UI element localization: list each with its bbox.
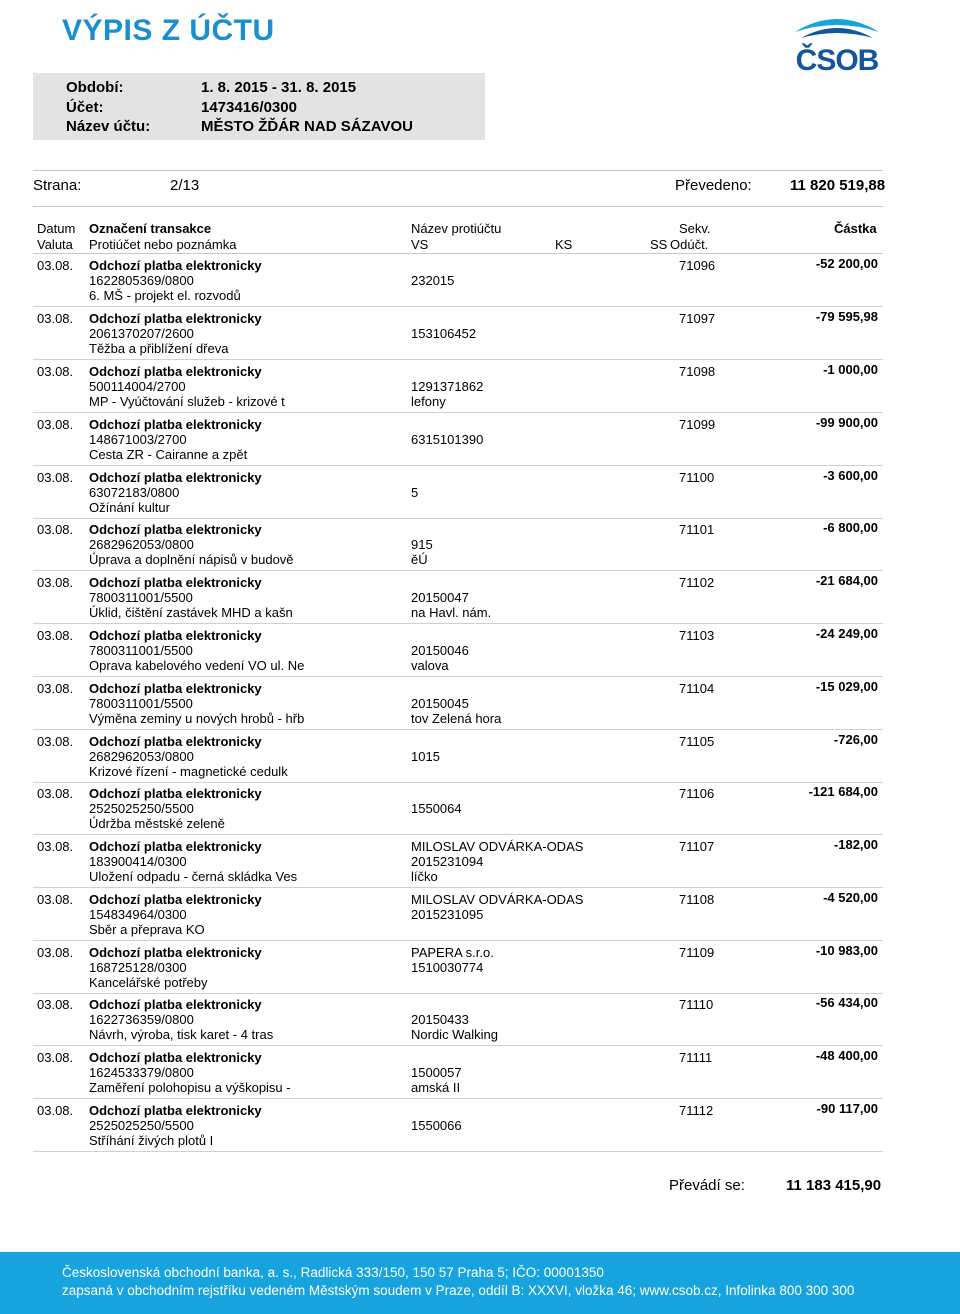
row-type: Odchozí platba elektronicky: [89, 364, 262, 379]
row-type: Odchozí platba elektronicky: [89, 734, 262, 749]
row-type: Odchozí platba elektronicky: [89, 1103, 262, 1118]
row-note: Cesta ZR - Cairanne a zpět: [89, 447, 248, 462]
col-oducet: Odúčt.: [670, 237, 709, 252]
row-sequence: 71098: [679, 364, 716, 379]
row-note: Zaměření polohopisu a výškopisu -: [89, 1080, 291, 1095]
row-vs: 2015231094: [411, 854, 484, 869]
row-amount: -90 117,00: [816, 1101, 878, 1116]
row-amount: -3 600,00: [823, 468, 878, 483]
row-date: 03.08.: [37, 1103, 74, 1118]
row-date: 03.08.: [37, 892, 74, 907]
row-divider: [33, 412, 883, 413]
row-date: 03.08.: [37, 311, 74, 326]
row-type: Odchozí platba elektronicky: [89, 522, 262, 537]
row-vs-cont: ěÚ: [411, 552, 428, 567]
row-type: Odchozí platba elektronicky: [89, 628, 262, 643]
row-sequence: 71102: [679, 575, 715, 590]
row-counter-account: 148671003/2700: [89, 432, 187, 447]
col-nazev: Název protiúčtu: [411, 221, 502, 236]
row-amount: -4 520,00: [823, 890, 878, 905]
row-vs: 1550064: [411, 801, 462, 816]
row-amount: -726,00: [833, 732, 878, 747]
row-note: Ožínání kultur: [89, 500, 170, 515]
col-oznaceni: Označení transakce: [89, 221, 212, 236]
row-divider: [33, 993, 883, 994]
table-row: [0, 417, 960, 469]
footer-line-2: zapsaná v obchodním rejstříku vedeném Městským soudem v Praze, oddíl B: XXXVI, vložka 46; www.csob.cz, Infolinka 800 300 300: [62, 1283, 855, 1298]
row-sequence: 71101: [679, 522, 715, 537]
row-counter-account: 1622805369/0800: [89, 273, 194, 288]
row-type: Odchozí platba elektronicky: [89, 945, 262, 960]
table-row: [0, 892, 960, 944]
row-vs-cont: Nordic Walking: [411, 1027, 498, 1042]
row-vs-cont: tov Zelená hora: [411, 711, 502, 726]
row-divider: [33, 834, 883, 835]
row-amount: -182,00: [833, 837, 878, 852]
row-note: MP - Vyúčtování služeb - krizové t: [89, 394, 285, 409]
row-amount: -1 000,00: [823, 362, 878, 377]
col-valuta: Valuta: [37, 237, 73, 252]
row-type: Odchozí platba elektronicky: [89, 786, 262, 801]
row-note: Těžba a přiblížení dřeva: [89, 341, 229, 356]
account-label: Účet:: [66, 99, 104, 116]
table-row: [0, 311, 960, 363]
row-date: 03.08.: [37, 470, 74, 485]
row-note: Oprava kabelového vedení VO ul. Ne: [89, 658, 305, 673]
row-amount: -48 400,00: [815, 1048, 878, 1063]
row-vs: 20150047: [411, 590, 469, 605]
row-counter-account: 2682962053/0800: [89, 537, 194, 552]
carry-over-label: Převádí se:: [669, 1177, 745, 1194]
row-vs-cont: na Havl. nám.: [411, 605, 492, 620]
row-date: 03.08.: [37, 786, 74, 801]
row-type: Odchozí platba elektronicky: [89, 258, 262, 273]
row-counter-account: 183900414/0300: [89, 854, 187, 869]
row-note: Uložení odpadu - černá skládka Ves: [89, 869, 298, 884]
row-sequence: 71112: [679, 1103, 714, 1118]
row-vs: 6315101390: [411, 432, 484, 447]
table-row: [0, 522, 960, 574]
row-counter-account: 7800311001/5500: [89, 590, 193, 605]
row-sequence: 71106: [679, 786, 715, 801]
page-label: Strana:: [33, 177, 82, 194]
row-counter-account: 168725128/0300: [89, 960, 187, 975]
row-note: Sběr a přeprava KO: [89, 922, 205, 937]
footer-line-1: Československá obchodní banka, a. s., Radlická 333/150, 150 57 Praha 5; IČO: 00001350: [62, 1265, 604, 1280]
row-divider: [33, 676, 883, 677]
row-amount: -79 595,98: [815, 309, 878, 324]
row-divider: [33, 940, 883, 941]
row-amount: -21 684,00: [815, 573, 878, 588]
row-amount: -56 434,00: [815, 995, 878, 1010]
bank-footer: [0, 1252, 960, 1314]
row-divider: [33, 623, 883, 624]
row-sequence: 71110: [679, 997, 714, 1012]
row-note: Úklid, čištění zastávek MHD a kašn: [89, 605, 293, 620]
row-sequence: 71103: [679, 628, 715, 643]
row-type: Odchozí platba elektronicky: [89, 311, 262, 326]
table-row: [0, 628, 960, 680]
row-divider: [33, 1151, 883, 1152]
row-vs-cont: valova: [411, 658, 449, 673]
period-value: 1. 8. 2015 - 31. 8. 2015: [201, 79, 357, 96]
row-vs: 1015: [411, 749, 440, 764]
row-note: Údržba městské zeleně: [89, 816, 225, 831]
row-type: Odchozí platba elektronicky: [89, 839, 262, 854]
row-date: 03.08.: [37, 258, 74, 273]
row-type: Odchozí platba elektronicky: [89, 470, 262, 485]
col-protiucet: Protiúčet nebo poznámka: [89, 237, 237, 252]
row-divider: [33, 1045, 883, 1046]
row-counter-account: 2525025250/5500: [89, 801, 194, 816]
row-sequence: 71096: [679, 258, 716, 273]
carry-over-value: 11 183 415,90: [786, 1177, 882, 1194]
row-vs-cont: lefony: [411, 394, 446, 409]
row-divider: [33, 518, 883, 519]
row-amount: -6 800,00: [823, 520, 878, 535]
row-divider: [33, 359, 883, 360]
row-note: Kancelářské potřeby: [89, 975, 208, 990]
row-type: Odchozí platba elektronicky: [89, 1050, 262, 1065]
row-date: 03.08.: [37, 681, 74, 696]
row-sequence: 71107: [679, 839, 715, 854]
row-divider: [33, 887, 883, 888]
row-type: Odchozí platba elektronicky: [89, 997, 262, 1012]
col-ks: KS: [555, 237, 573, 252]
row-divider: [33, 729, 883, 730]
row-amount: -121 684,00: [808, 784, 878, 799]
row-counter-account: 2682962053/0800: [89, 749, 194, 764]
row-type: Odchozí platba elektronicky: [89, 892, 262, 907]
col-vs: VS: [411, 237, 429, 252]
account-name-value: MĚSTO ŽĎÁR NAD SÁZAVOU: [201, 118, 413, 135]
row-counter-account: 154834964/0300: [89, 907, 187, 922]
row-date: 03.08.: [37, 575, 74, 590]
row-vs: 20150045: [411, 696, 469, 711]
row-vs: 1291371862: [411, 379, 484, 394]
row-vs: 232015: [411, 273, 455, 288]
row-date: 03.08.: [37, 734, 74, 749]
row-counter-account: 7800311001/5500: [89, 643, 193, 658]
row-date: 03.08.: [37, 1050, 74, 1065]
row-vs: 915: [411, 537, 433, 552]
row-note: 6. MŠ - projekt el. rozvodů: [89, 288, 241, 303]
row-divider: [33, 782, 883, 783]
row-note: Krizové řízení - magnetické cedulk: [89, 764, 288, 779]
row-counter-account: 7800311001/5500: [89, 696, 193, 711]
table-row: [0, 734, 960, 786]
account-value: 1473416/0300: [201, 99, 297, 116]
row-amount: -99 900,00: [815, 415, 878, 430]
row-date: 03.08.: [37, 522, 74, 537]
row-sequence: 71100: [679, 470, 715, 485]
logo-wordmark: ČSOB: [795, 44, 879, 77]
row-sequence: 71097: [679, 311, 716, 326]
row-type: Odchozí platba elektronicky: [89, 417, 262, 432]
row-vs: 1510030774: [411, 960, 484, 975]
row-sequence: 71105: [679, 734, 715, 749]
row-counter-name: MILOSLAV ODVÁRKA-ODAS: [411, 839, 584, 854]
row-note: Výměna zeminy u nových hrobů - hřb: [89, 711, 305, 726]
row-date: 03.08.: [37, 364, 74, 379]
page-number: 2/13: [170, 177, 200, 194]
col-datum: Datum: [37, 221, 76, 236]
row-counter-account: 2061370207/2600: [89, 326, 194, 341]
row-divider: [33, 1098, 883, 1099]
row-date: 03.08.: [37, 417, 74, 432]
row-date: 03.08.: [37, 628, 74, 643]
row-sequence: 71111: [679, 1050, 713, 1065]
table-row: [0, 1050, 960, 1102]
table-row: [0, 364, 960, 416]
table-row: [0, 1103, 960, 1155]
row-divider: [33, 570, 883, 571]
row-counter-account: 500114004/2700: [89, 379, 186, 394]
row-sequence: 71108: [679, 892, 715, 907]
row-divider: [33, 465, 883, 466]
transferred-value: 11 820 519,88: [790, 177, 886, 194]
row-divider: [33, 306, 883, 307]
table-row: [0, 945, 960, 997]
col-sekv: Sekv.: [679, 221, 711, 236]
row-amount: -15 029,00: [815, 679, 878, 694]
row-date: 03.08.: [37, 839, 74, 854]
csob-logo: [787, 10, 887, 80]
table-row: [0, 786, 960, 838]
divider: [33, 206, 883, 207]
col-ss: SS: [650, 237, 668, 252]
row-date: 03.08.: [37, 945, 74, 960]
row-vs: 1550066: [411, 1118, 462, 1133]
row-vs: 20150046: [411, 643, 469, 658]
row-note: Úprava a doplnění nápisů v budově: [89, 552, 294, 567]
row-amount: -10 983,00: [815, 943, 878, 958]
row-amount: -52 200,00: [815, 256, 878, 271]
row-vs: 2015231095: [411, 907, 484, 922]
table-row: [0, 575, 960, 627]
statement-title: VÝPIS Z ÚČTU: [62, 14, 275, 47]
account-name-label: Název účtu:: [66, 118, 151, 135]
divider: [33, 253, 883, 254]
row-vs-cont: amská II: [411, 1080, 461, 1095]
row-amount: -24 249,00: [815, 626, 878, 641]
csob-logo-mark-icon: [787, 10, 887, 46]
row-date: 03.08.: [37, 997, 74, 1012]
row-vs: 1500057: [411, 1065, 462, 1080]
table-row: [0, 839, 960, 891]
row-type: Odchozí platba elektronicky: [89, 575, 262, 590]
row-counter-account: 63072183/0800: [89, 485, 180, 500]
row-type: Odchozí platba elektronicky: [89, 681, 262, 696]
col-castka: Částka: [834, 221, 877, 236]
row-counter-account: 2525025250/5500: [89, 1118, 194, 1133]
table-row: [0, 681, 960, 733]
table-row: [0, 997, 960, 1049]
row-counter-name: MILOSLAV ODVÁRKA-ODAS: [411, 892, 584, 907]
row-sequence: 71104: [679, 681, 715, 696]
divider: [33, 170, 883, 171]
row-sequence: 71099: [679, 417, 716, 432]
row-counter-name: PAPERA s.r.o.: [411, 945, 494, 960]
table-row: [0, 470, 960, 522]
row-counter-account: 1622736359/0800: [89, 1012, 194, 1027]
row-note: Návrh, výroba, tisk karet - 4 tras: [89, 1027, 274, 1042]
row-sequence: 71109: [679, 945, 715, 960]
row-vs: 153106452: [411, 326, 477, 341]
period-label: Období:: [66, 79, 124, 96]
row-note: Stříhání živých plotů I: [89, 1133, 214, 1148]
table-row: [0, 258, 960, 310]
row-vs: 5: [411, 485, 419, 500]
row-vs: 20150433: [411, 1012, 469, 1027]
transferred-label: Převedeno:: [675, 177, 752, 194]
row-counter-account: 1624533379/0800: [89, 1065, 194, 1080]
row-vs-cont: líčko: [411, 869, 438, 884]
